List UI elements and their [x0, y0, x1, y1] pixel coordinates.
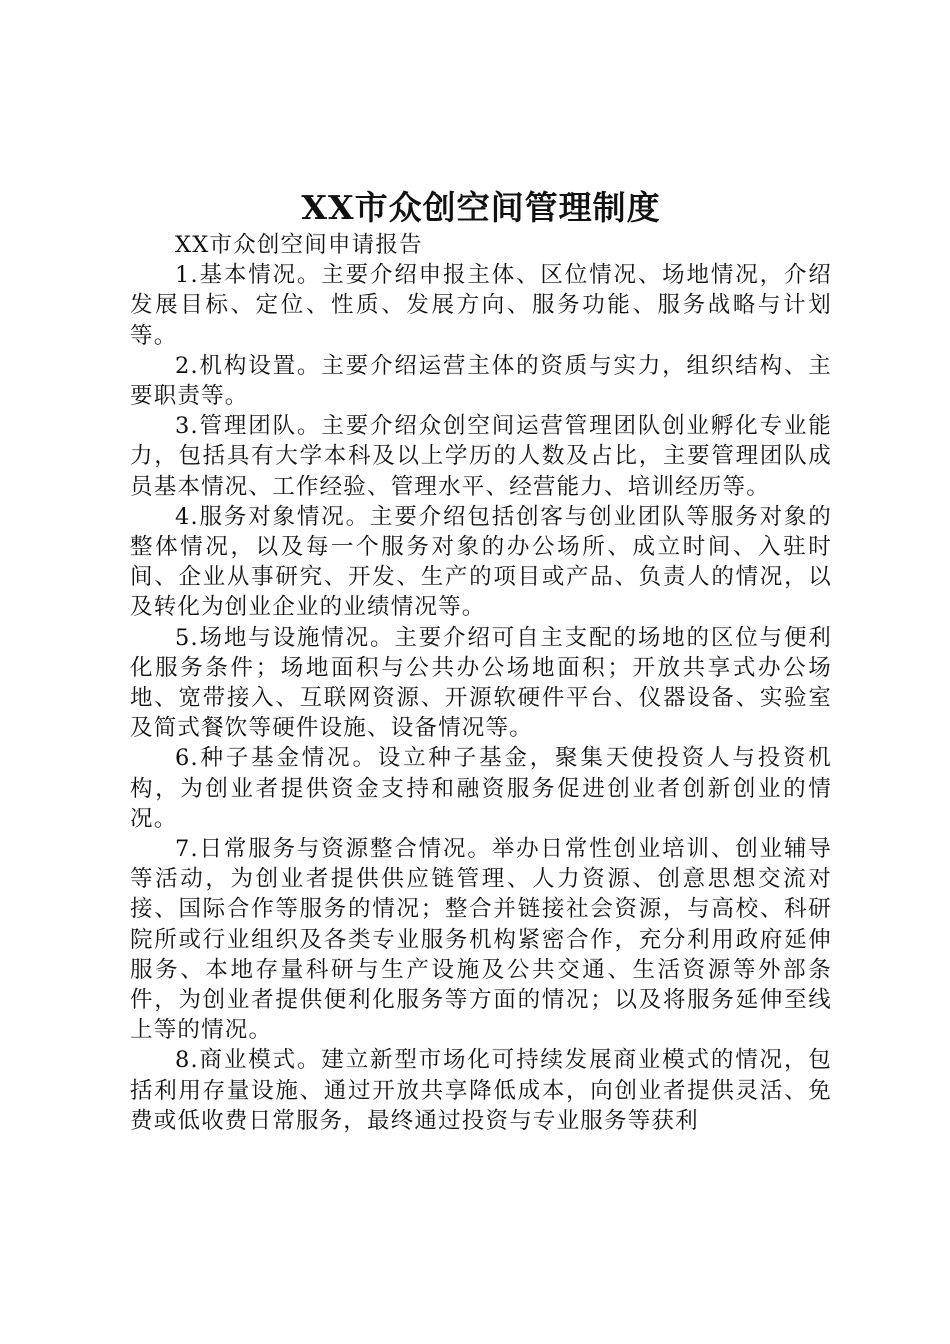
paragraph-organization: 2.机构设置。主要介绍运营主体的资质与实力，组织结构、主要职责等。	[130, 352, 832, 410]
paragraph-management-team: 3.管理团队。主要介绍众创空间运营管理团队创业孵化专业能力，包括具有大学本科及以上学历的人数及占比，主要管理团队成员基本情况、工作经验、管理水平、经营能力、培训经历等。	[130, 413, 832, 500]
document-page	[130, 182, 832, 1136]
paragraph-facilities: 5.场地与设施情况。主要介绍可自主支配的场地的区位与便利化服务条件；场地面积与公共办公场地面积；开放共享式办公场地、宽带接入、互联网资源、开源软硬件平台、仪器设备、实验室及简式餐饮等硬件设施、设备情况等。	[130, 624, 832, 742]
document-title: XX市众创空间管理制度	[301, 188, 661, 227]
document-subtitle: XX市众创空间申请报告	[175, 232, 423, 258]
paragraph-basic-info: 1.基本情况。主要介绍申报主体、区位情况、场地情况，介绍发展目标、定位、性质、发展方向、服务功能、服务战略与计划等。	[130, 262, 832, 349]
paragraph-business-model: 8.商业模式。建立新型市场化可持续发展商业模式的情况，包括利用存量设施、通过开放共享降低成本，向创业者提供灵活、免费或低收费日常服务，最终通过投资与专业服务等获利	[130, 1047, 832, 1134]
paragraph-seed-fund: 6.种子基金情况。设立种子基金，聚集天使投资人与投资机构，为创业者提供资金支持和融资服务促进创业者创新创业的情况。	[130, 745, 832, 832]
paragraph-service-targets: 4.服务对象情况。主要介绍包括创客与创业团队等服务对象的整体情况，以及每一个服务对象的办公场所、成立时间、入驻时间、企业从事研究、开发、生产的项目或产品、负责人的情况，以及转化为创业企业的业绩情况等。	[130, 503, 832, 621]
document-body	[130, 230, 832, 1136]
paragraph-daily-services: 7.日常服务与资源整合情况。举办日常性创业培训、创业辅导等活动，为创业者提供供应链管理、人力资源、创意思想交流对接、国际合作等服务的情况；整合并链接社会资源，与高校、科研院所或行业组织及各类专业服务机构紧密合作，充分利用政府延伸服务、本地存量科研与生产设施及公共交通、生活资源等外部条件，为创业者提供便利化服务等方面的情况；以及将服务延伸至线上等的情况。	[130, 836, 832, 1044]
